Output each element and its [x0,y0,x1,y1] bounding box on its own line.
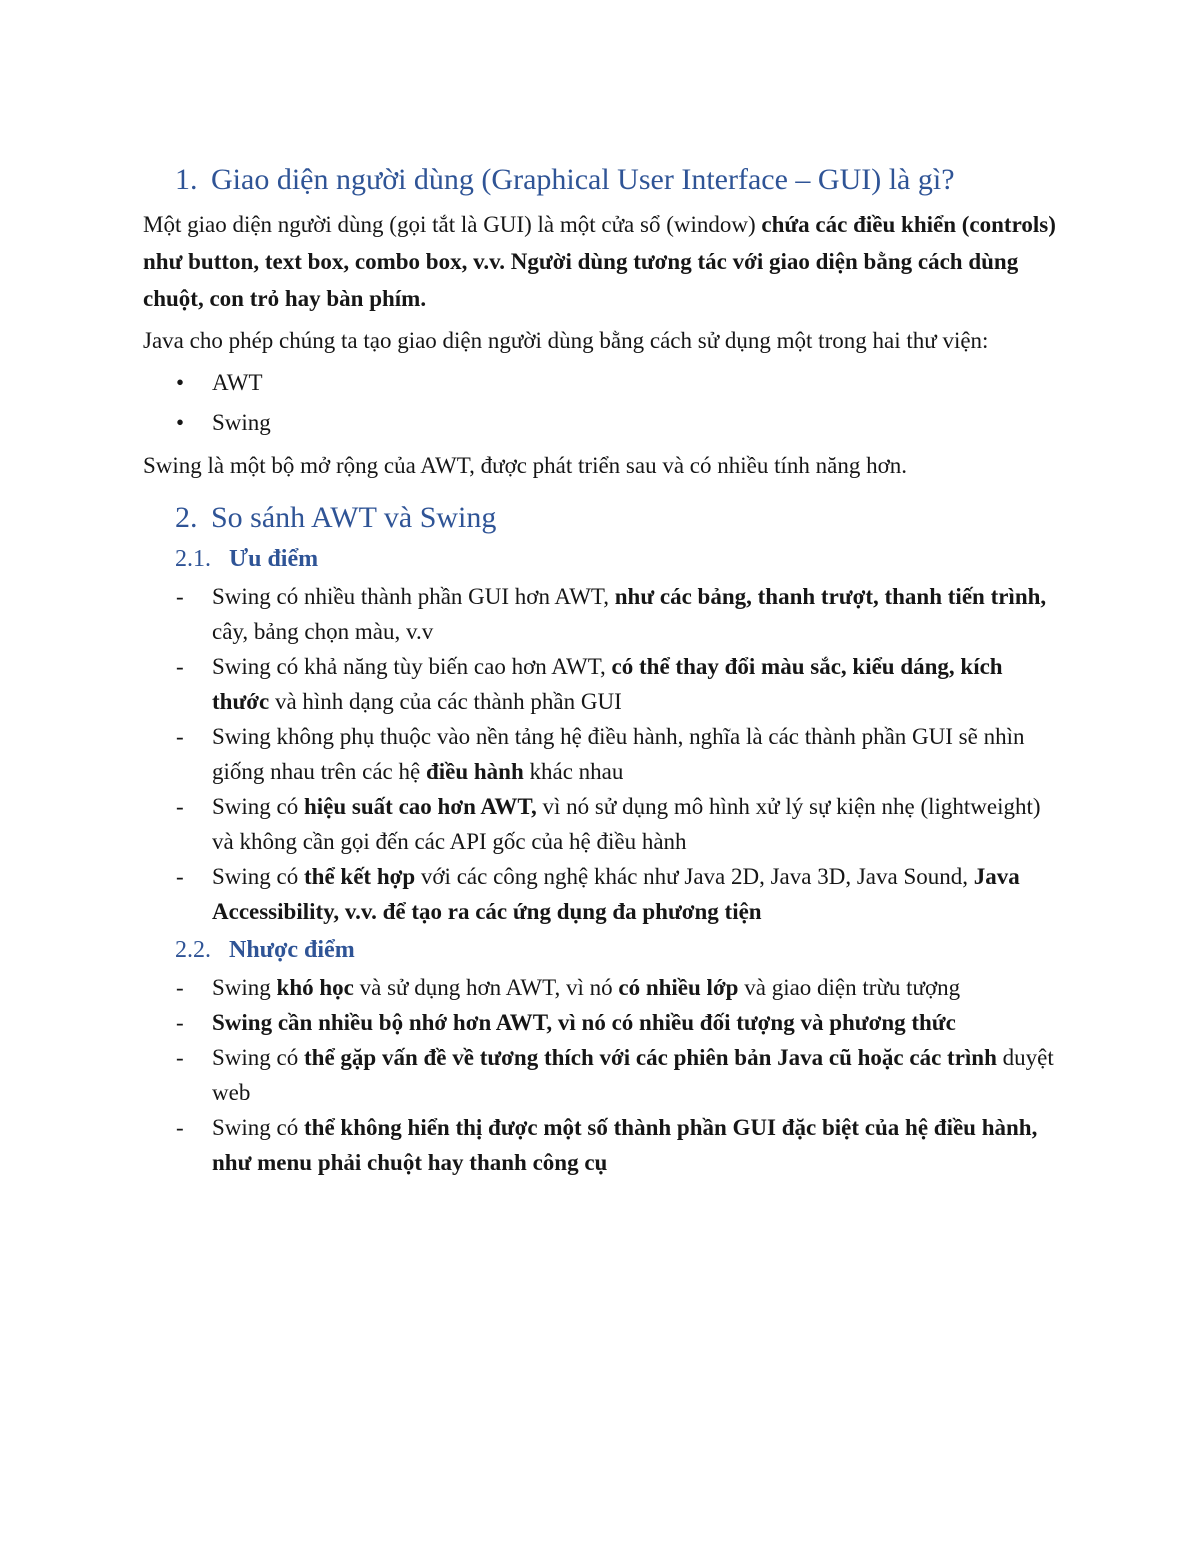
text-run: Swing có [212,794,304,819]
dash-marker: - [176,975,184,1000]
list-item-text: AWT [212,370,263,395]
subsection-heading-number: 2.2. [175,937,211,963]
dash-list [143,970,1060,1180]
dash-list-item [143,1005,1060,1040]
subsection-heading-number: 2.1. [175,546,211,572]
text-run: Swing có [212,1115,304,1140]
dash-list-item [143,970,1060,1005]
text-run: và sử dụng hơn AWT, vì nó [353,975,619,1000]
dash-list-item [143,859,1060,929]
text-run: và giao diện trừu tượng [738,975,961,1000]
dash-list-item [143,649,1060,719]
section-heading-text: Giao diện người dùng (Graphical User Interface – GUI) là gì? [211,163,955,196]
dash-marker: - [176,864,184,889]
section-heading-number: 2. [175,501,198,534]
text-run: Swing có [212,1045,304,1070]
text-run: Swing có khả năng tùy biến cao hơn AWT, [212,654,612,679]
bullet-marker: • [176,370,185,395]
text-run: Một giao diện người dùng (gọi tắt là GUI) là một cửa sổ (window) [143,212,762,237]
bold-text-run: khó học [276,975,354,1000]
text-run: vì nó sử dụng mô hình xử lý sự kiện nhẹ (lightweight) và không cần gọi đến các API gốc của hệ điều hành [212,794,1041,854]
text-run: khác nhau [523,759,624,784]
bold-text-run: thể gặp vấn đề về tương thích với các phiên bản Java cũ hoặc các trình [304,1045,997,1070]
list-item-text [212,970,1060,1005]
section-heading-text: So sánh AWT và Swing [211,501,497,534]
bullet-list-item [143,364,1060,401]
section-heading [175,160,1060,200]
bold-text-run: hiệu suất cao hơn AWT, [304,794,537,819]
dash-marker: - [176,794,184,819]
paragraph [143,322,1060,359]
text-run: với các công nghệ khác như Java 2D, Java 3D, Java Sound, [415,864,974,889]
text-run: duyệt web [212,1045,1054,1105]
dash-list-item [143,719,1060,789]
bold-text-run: có nhiều lớp [618,975,739,1000]
text-run: Swing có nhiều thành phần GUI hơn AWT, [212,584,615,609]
paragraph [143,206,1060,317]
paragraph [143,447,1060,484]
document-content [143,160,1060,1180]
bullet-list-item [143,404,1060,441]
dash-marker: - [176,654,184,679]
list-item-text [212,719,1060,789]
list-item-text [212,1005,1060,1040]
dash-list-item [143,789,1060,859]
bullet-marker: • [176,410,185,435]
dash-marker: - [176,1115,184,1140]
bold-text-run: Java Accessibility, v.v. để tạo ra các ứng dụng đa phương tiện [212,864,1020,924]
list-item-text [212,1110,1060,1180]
dash-list-item [143,1040,1060,1110]
list-item-text [212,1040,1060,1110]
dash-marker: - [176,724,184,749]
bold-text-run: như các bảng, thanh trượt, thanh tiến trình, [614,584,1047,609]
bold-text-run: thể kết hợp [304,864,416,889]
text-run: cây, bảng chọn màu, v.v [212,619,434,644]
text-run: Swing là một bộ mở rộng của AWT, được phát triển sau và có nhiều tính năng hơn. [143,453,908,478]
section-heading [175,498,1060,538]
bold-text-run: chứa các điều khiển (controls) như button, text box, combo box, v.v. Người dùng tương tác với giao diện bằng cách dùng chuột, con trỏ hay bàn phím. [143,212,1056,311]
subsection-heading-text: Ưu điểm [229,546,319,572]
list-item-text [212,859,1060,929]
bold-text-run: điều hành [425,759,524,784]
dash-marker: - [176,584,184,609]
list-item-text [212,579,1060,649]
subsection-heading [175,935,1060,965]
text-run: và hình dạng của các thành phần GUI [269,689,622,714]
bold-text-run: có thể thay đổi màu sắc, kiểu dáng, kích thước [212,654,1003,714]
text-run: Java cho phép chúng ta tạo giao diện người dùng bằng cách sử dụng một trong hai thư viện: [143,328,989,353]
list-item-text: Swing [212,410,271,435]
bullet-list [143,364,1060,441]
bold-text-run: thể không hiển thị được một số thành phần GUI đặc biệt của hệ điều hành, như menu phải chuột hay thanh công cụ [212,1115,1038,1175]
text-run: Swing không phụ thuộc vào nền tảng hệ điều hành, nghĩa là các thành phần GUI sẽ nhìn giống nhau trên các hệ [212,724,1025,784]
dash-list-item [143,1110,1060,1180]
list-item-text [212,789,1060,859]
subsection-heading-text: Nhược điểm [229,937,355,963]
bold-text-run: Swing cần nhiều bộ nhớ hơn AWT, vì nó có nhiều đối tượng và phương thức [212,1010,956,1035]
subsection-heading [175,544,1060,574]
dash-marker: - [176,1045,184,1070]
dash-marker: - [176,1010,184,1035]
section-heading-number: 1. [175,163,198,196]
text-run: Swing có [212,864,304,889]
list-item-text [212,649,1060,719]
dash-list-item [143,579,1060,649]
dash-list [143,579,1060,929]
text-run: Swing [212,975,277,1000]
